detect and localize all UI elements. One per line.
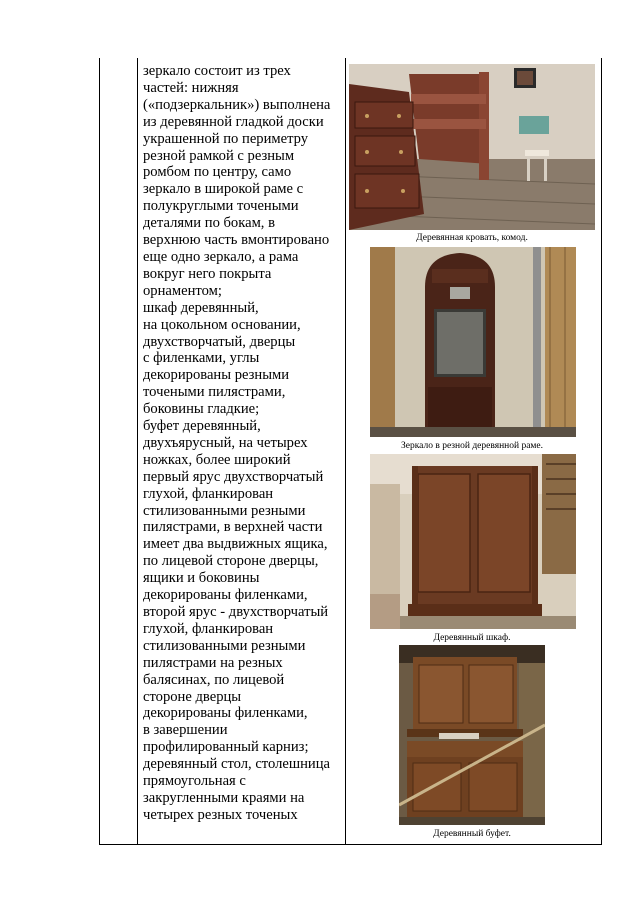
description-line: стилизованными резными <box>143 637 306 654</box>
description-line: («подзеркальник») выполнена <box>143 96 331 113</box>
description-line: верхнюю часть вмонтировано <box>143 232 330 249</box>
description-line: декорированы филенками, <box>143 705 308 722</box>
table-border-bottom <box>99 844 602 845</box>
description-line: деревянный стол, столешница <box>143 756 330 773</box>
description-line: стороне дверцы <box>143 688 242 705</box>
description-line: боковины гладкие; <box>143 401 260 418</box>
description-line: ножках, более широкий <box>143 451 291 468</box>
photo-cabinet <box>370 454 576 629</box>
table-divider-1 <box>137 58 138 844</box>
description-line: первый ярус двухстворчатый <box>143 468 324 485</box>
description-line: ящики и боковины <box>143 570 260 587</box>
description-line: ромбом по центру, само <box>143 164 292 181</box>
photo-bed-and-chest <box>349 64 595 230</box>
description-line: частей: нижняя <box>143 79 239 96</box>
description-line: точеными пилястрами, <box>143 384 286 401</box>
description-line: вокруг него покрыта <box>143 265 272 282</box>
photo-mirror <box>370 247 576 437</box>
description-line: четырех резных точеных <box>143 806 298 823</box>
description-line: на цокольном основании, <box>143 316 301 333</box>
description-line: в завершении <box>143 722 228 739</box>
description-line: декорированы резными <box>143 367 290 384</box>
description-line: пилястрами, в верхней части <box>143 519 323 536</box>
description-line: глухой, фланкирован <box>143 620 274 637</box>
description-line: полукруглыми точеными <box>143 198 299 215</box>
description-line: стилизованными резными <box>143 502 306 519</box>
description-line: буфет деревянный, <box>143 418 261 435</box>
description-line: профилированный карниз; <box>143 739 309 756</box>
description-line: декорированы филенками, <box>143 587 308 604</box>
photo-caption: Деревянный шкаф. <box>433 633 511 643</box>
description-line: зеркало в широкой раме с <box>143 181 304 198</box>
description-line: украшенной по периметру <box>143 130 309 147</box>
description-line: деталями по бокам, в <box>143 215 275 232</box>
description-line: прямоугольная с <box>143 773 246 790</box>
description-line: зеркало состоит из трех <box>143 63 291 79</box>
description-line: по лицевой стороне дверцы, <box>143 553 319 570</box>
description-line: двухъярусный, на четырех <box>143 434 308 451</box>
description-line: шкаф деревянный, <box>143 299 259 316</box>
table-border-left <box>99 58 100 844</box>
photo-caption: Деревянная кровать, комод. <box>416 233 528 243</box>
description-line: из деревянной гладкой доски <box>143 113 324 130</box>
description-line: резной рамкой с резным <box>143 147 295 164</box>
description-line: пилястрами на резных <box>143 654 283 671</box>
table-divider-2 <box>345 58 346 844</box>
description-line: двухстворчатый, дверцы <box>143 333 296 350</box>
photo-buffet <box>399 645 545 825</box>
description-line: с филенками, углы <box>143 350 260 367</box>
description-line: орнаментом; <box>143 282 222 299</box>
table-border-right <box>601 58 602 844</box>
photo-caption: Зеркало в резной деревянной раме. <box>400 441 544 451</box>
description-line: глухой, фланкирован <box>143 485 274 502</box>
description-line: второй ярус - двухстворчатый <box>143 604 329 620</box>
photo-caption: Деревянный буфет. <box>433 829 511 839</box>
description-line: еще одно зеркало, а рама <box>143 248 299 265</box>
description-text <box>143 63 343 824</box>
description-line: балясинах, по лицевой <box>143 671 285 688</box>
description-line: закругленными краями на <box>143 789 305 806</box>
description-line: имеет два выдвижных ящика, <box>143 536 328 553</box>
